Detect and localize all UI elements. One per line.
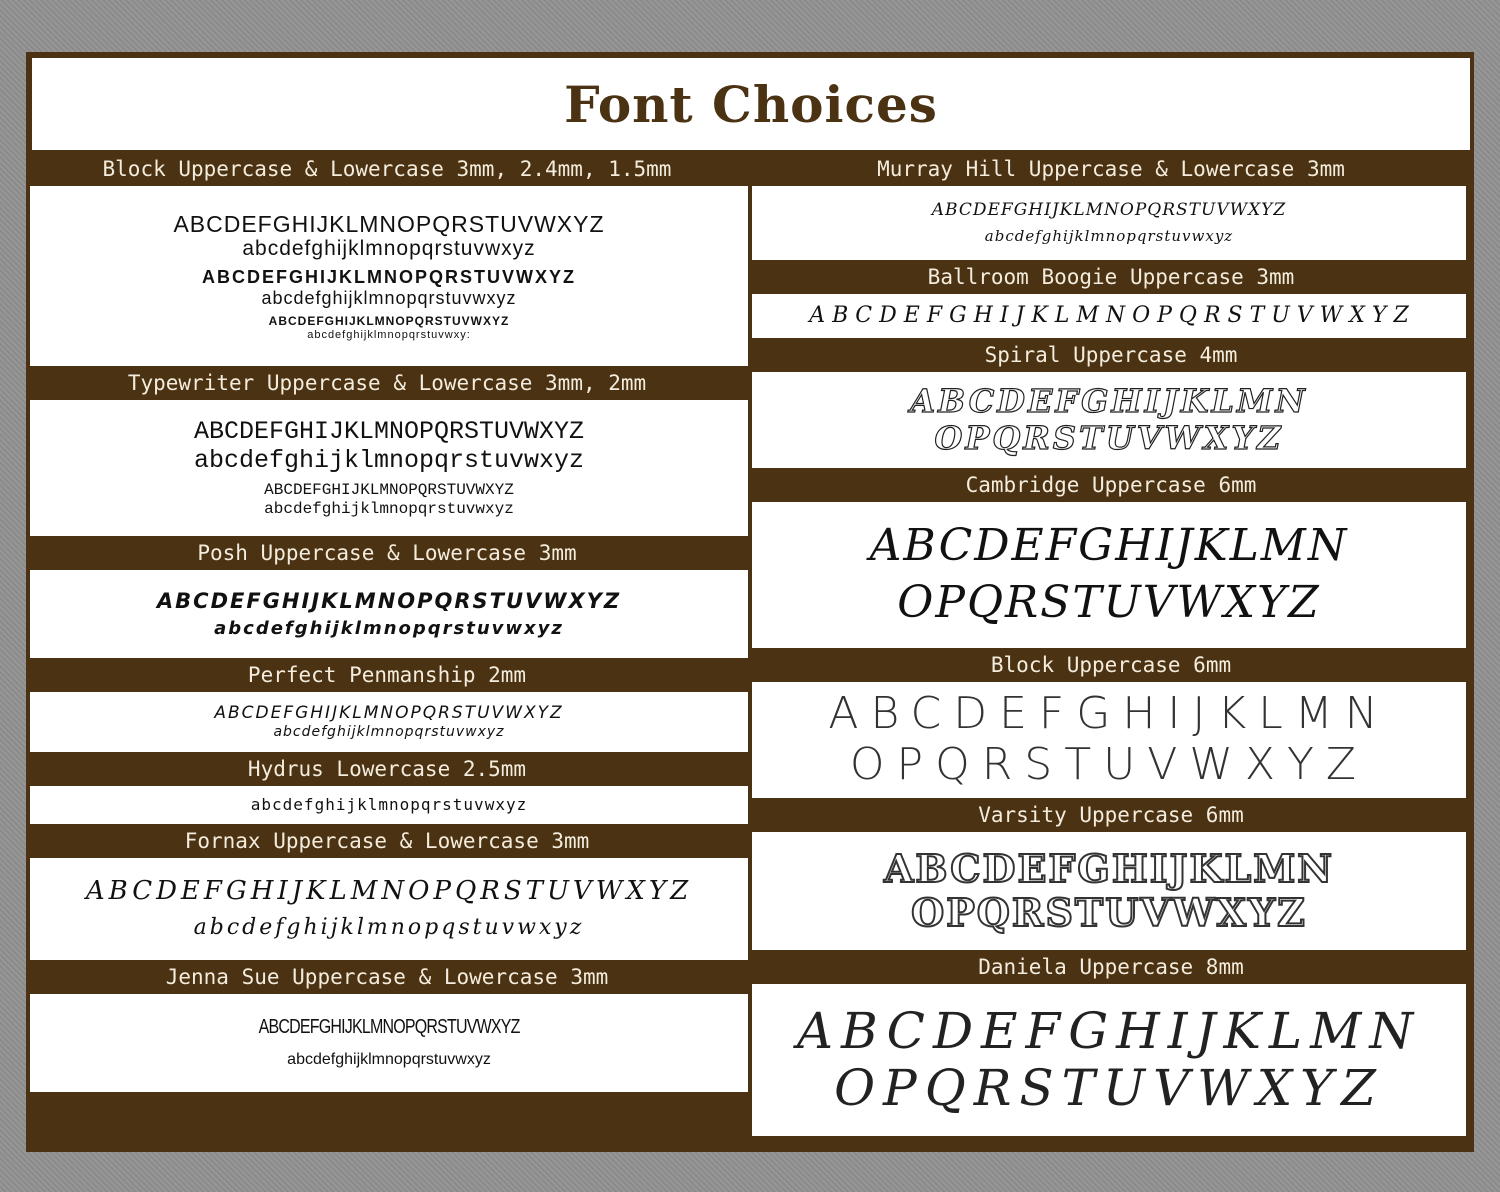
right-column — [752, 152, 1470, 1136]
font-section-fornax — [26, 824, 748, 960]
font-sample — [30, 186, 748, 366]
section-header: Block Uppercase & Lowercase 3mm, 2.4mm, 1.5mm — [26, 152, 748, 186]
sample-line: A B C D E F G H I J K L M N O P Q R S T U V W X Y Z — [809, 303, 1409, 329]
font-sample — [752, 502, 1466, 648]
font-section-posh — [26, 536, 748, 658]
section-header: Varsity Uppercase 6mm — [752, 798, 1470, 832]
section-header: Hydrus Lowercase 2.5mm — [26, 752, 748, 786]
font-sample — [30, 570, 748, 658]
section-header: Spiral Uppercase 4mm — [752, 338, 1470, 372]
section-header: Ballroom Boogie Uppercase 3mm — [752, 260, 1470, 294]
sample-line: ABCDEFGHIJKLMNOPQRSTUVWXYZ — [201, 267, 576, 288]
section-header: Murray Hill Uppercase & Lowercase 3mm — [752, 152, 1470, 186]
font-section-block — [26, 152, 748, 366]
sample-line: ABCDEFGHIJKLMN — [910, 382, 1308, 421]
font-sample — [30, 994, 748, 1092]
sample-line: abcdefghijklmnopqstuvwxyz — [193, 915, 585, 941]
sample-line: ABCDEFGHIJKLMNOPQRSTUVWXYZ — [931, 199, 1287, 220]
font-sample — [752, 682, 1466, 798]
sample-line: abcdefghijklmnopqrstuvwxyz — [214, 617, 564, 639]
sample-line: ABCDEFGHIJKLMNOPQRSTUVWXYZ — [268, 313, 510, 328]
font-section-ballroom-boogie — [752, 260, 1470, 338]
sample-line: OPQRSTUVWXYZ — [834, 1059, 1384, 1117]
sample-line: OPQRSTUVWXYZ — [897, 577, 1321, 628]
font-section-jenna-sue — [26, 960, 748, 1092]
sample-line: ABCDEFGHIJKLMN — [869, 520, 1349, 572]
sample-line: OPQRSTUVWXYZ — [911, 890, 1307, 935]
sample-line: abcdefghijklmnopqrstuvwxyz — [193, 445, 585, 475]
sample-line: abcdefghijklmnopqrstuvwxyz — [287, 1051, 491, 1069]
sample-line: ABCDEFGHIJKLMN — [828, 688, 1390, 740]
sample-line: ABCDEFGHIJKLMNOPQRSTUVWXYZ — [85, 876, 693, 907]
font-section-hydrus — [26, 752, 748, 824]
font-sample — [30, 692, 748, 752]
font-section-perfect-penmanship — [26, 658, 748, 752]
sample-line: ABCDEFGHIJKLMN — [796, 1001, 1422, 1060]
section-header: Fornax Uppercase & Lowercase 3mm — [26, 824, 748, 858]
section-header: Typewriter Uppercase & Lowercase 3mm, 2mm — [26, 366, 748, 400]
font-section-block-6mm — [752, 648, 1470, 798]
sample-line: ABCDEFGHIJKLMNOPQRSTUVWXYZ — [258, 1016, 520, 1039]
sample-line: ABCDEFGHIJKLMNOPQRSTUVWXYZ — [264, 481, 514, 500]
section-header: Block Uppercase 6mm — [752, 648, 1470, 682]
sample-line: abcdefghijklmnopqrstuvwxyz — [261, 288, 517, 309]
sample-line: ABCDEFGHIJKLMNOPQRSTUVWXYZ — [214, 703, 564, 724]
section-header: Cambridge Uppercase 6mm — [752, 468, 1470, 502]
font-sample — [30, 858, 748, 960]
sample-line: abcdefghijklmnopqrstuvwxyz — [273, 723, 505, 740]
sample-line: ABCDEFGHIJKLMNOPQRSTUVWXYZ — [193, 416, 585, 446]
section-header: Jenna Sue Uppercase & Lowercase 3mm — [26, 960, 748, 994]
font-sample — [752, 372, 1466, 468]
font-sample — [752, 832, 1466, 950]
font-section-typewriter — [26, 366, 748, 536]
left-column — [26, 152, 748, 1092]
font-section-varsity — [752, 798, 1470, 950]
sample-line: abcdefghijklmnopqrstuvwxy: — [307, 328, 471, 341]
sample-line: abcdefghijklmnopqrstuvwxyz — [984, 227, 1234, 246]
sample-line: ABCDEFGHIJKLMNOPQRSTUVWXYZ — [173, 210, 605, 237]
font-sample — [752, 186, 1466, 260]
sample-line: abcdefghijklmnopqrstuvwxyz — [250, 794, 528, 814]
sample-line: OPQRSTUVWXYZ — [934, 419, 1284, 457]
font-section-murray-hill — [752, 152, 1470, 260]
section-header: Posh Uppercase & Lowercase 3mm — [26, 536, 748, 570]
font-sample — [30, 400, 748, 536]
sample-line: ABCDEFGHIJKLMN — [883, 846, 1335, 892]
section-header: Daniela Uppercase 8mm — [752, 950, 1470, 984]
font-sample — [752, 294, 1466, 338]
sample-line: ABCDEFGHIJKLMNOPQRSTUVWXYZ — [156, 588, 622, 613]
sample-line: abcdefghijklmnopqrstuvwxyz — [242, 237, 536, 261]
font-sample — [752, 984, 1466, 1136]
font-section-spiral — [752, 338, 1470, 468]
sample-line: abcdefghijklmnopqrstuvwxyz — [264, 499, 514, 518]
font-section-daniela — [752, 950, 1470, 1136]
section-header: Perfect Penmanship 2mm — [26, 658, 748, 692]
font-sample — [30, 786, 748, 824]
font-section-cambridge — [752, 468, 1470, 648]
title-banner — [32, 58, 1470, 150]
sample-line: OPQRSTUVWXYZ — [849, 739, 1369, 790]
page-title: Font Choices — [564, 74, 938, 134]
